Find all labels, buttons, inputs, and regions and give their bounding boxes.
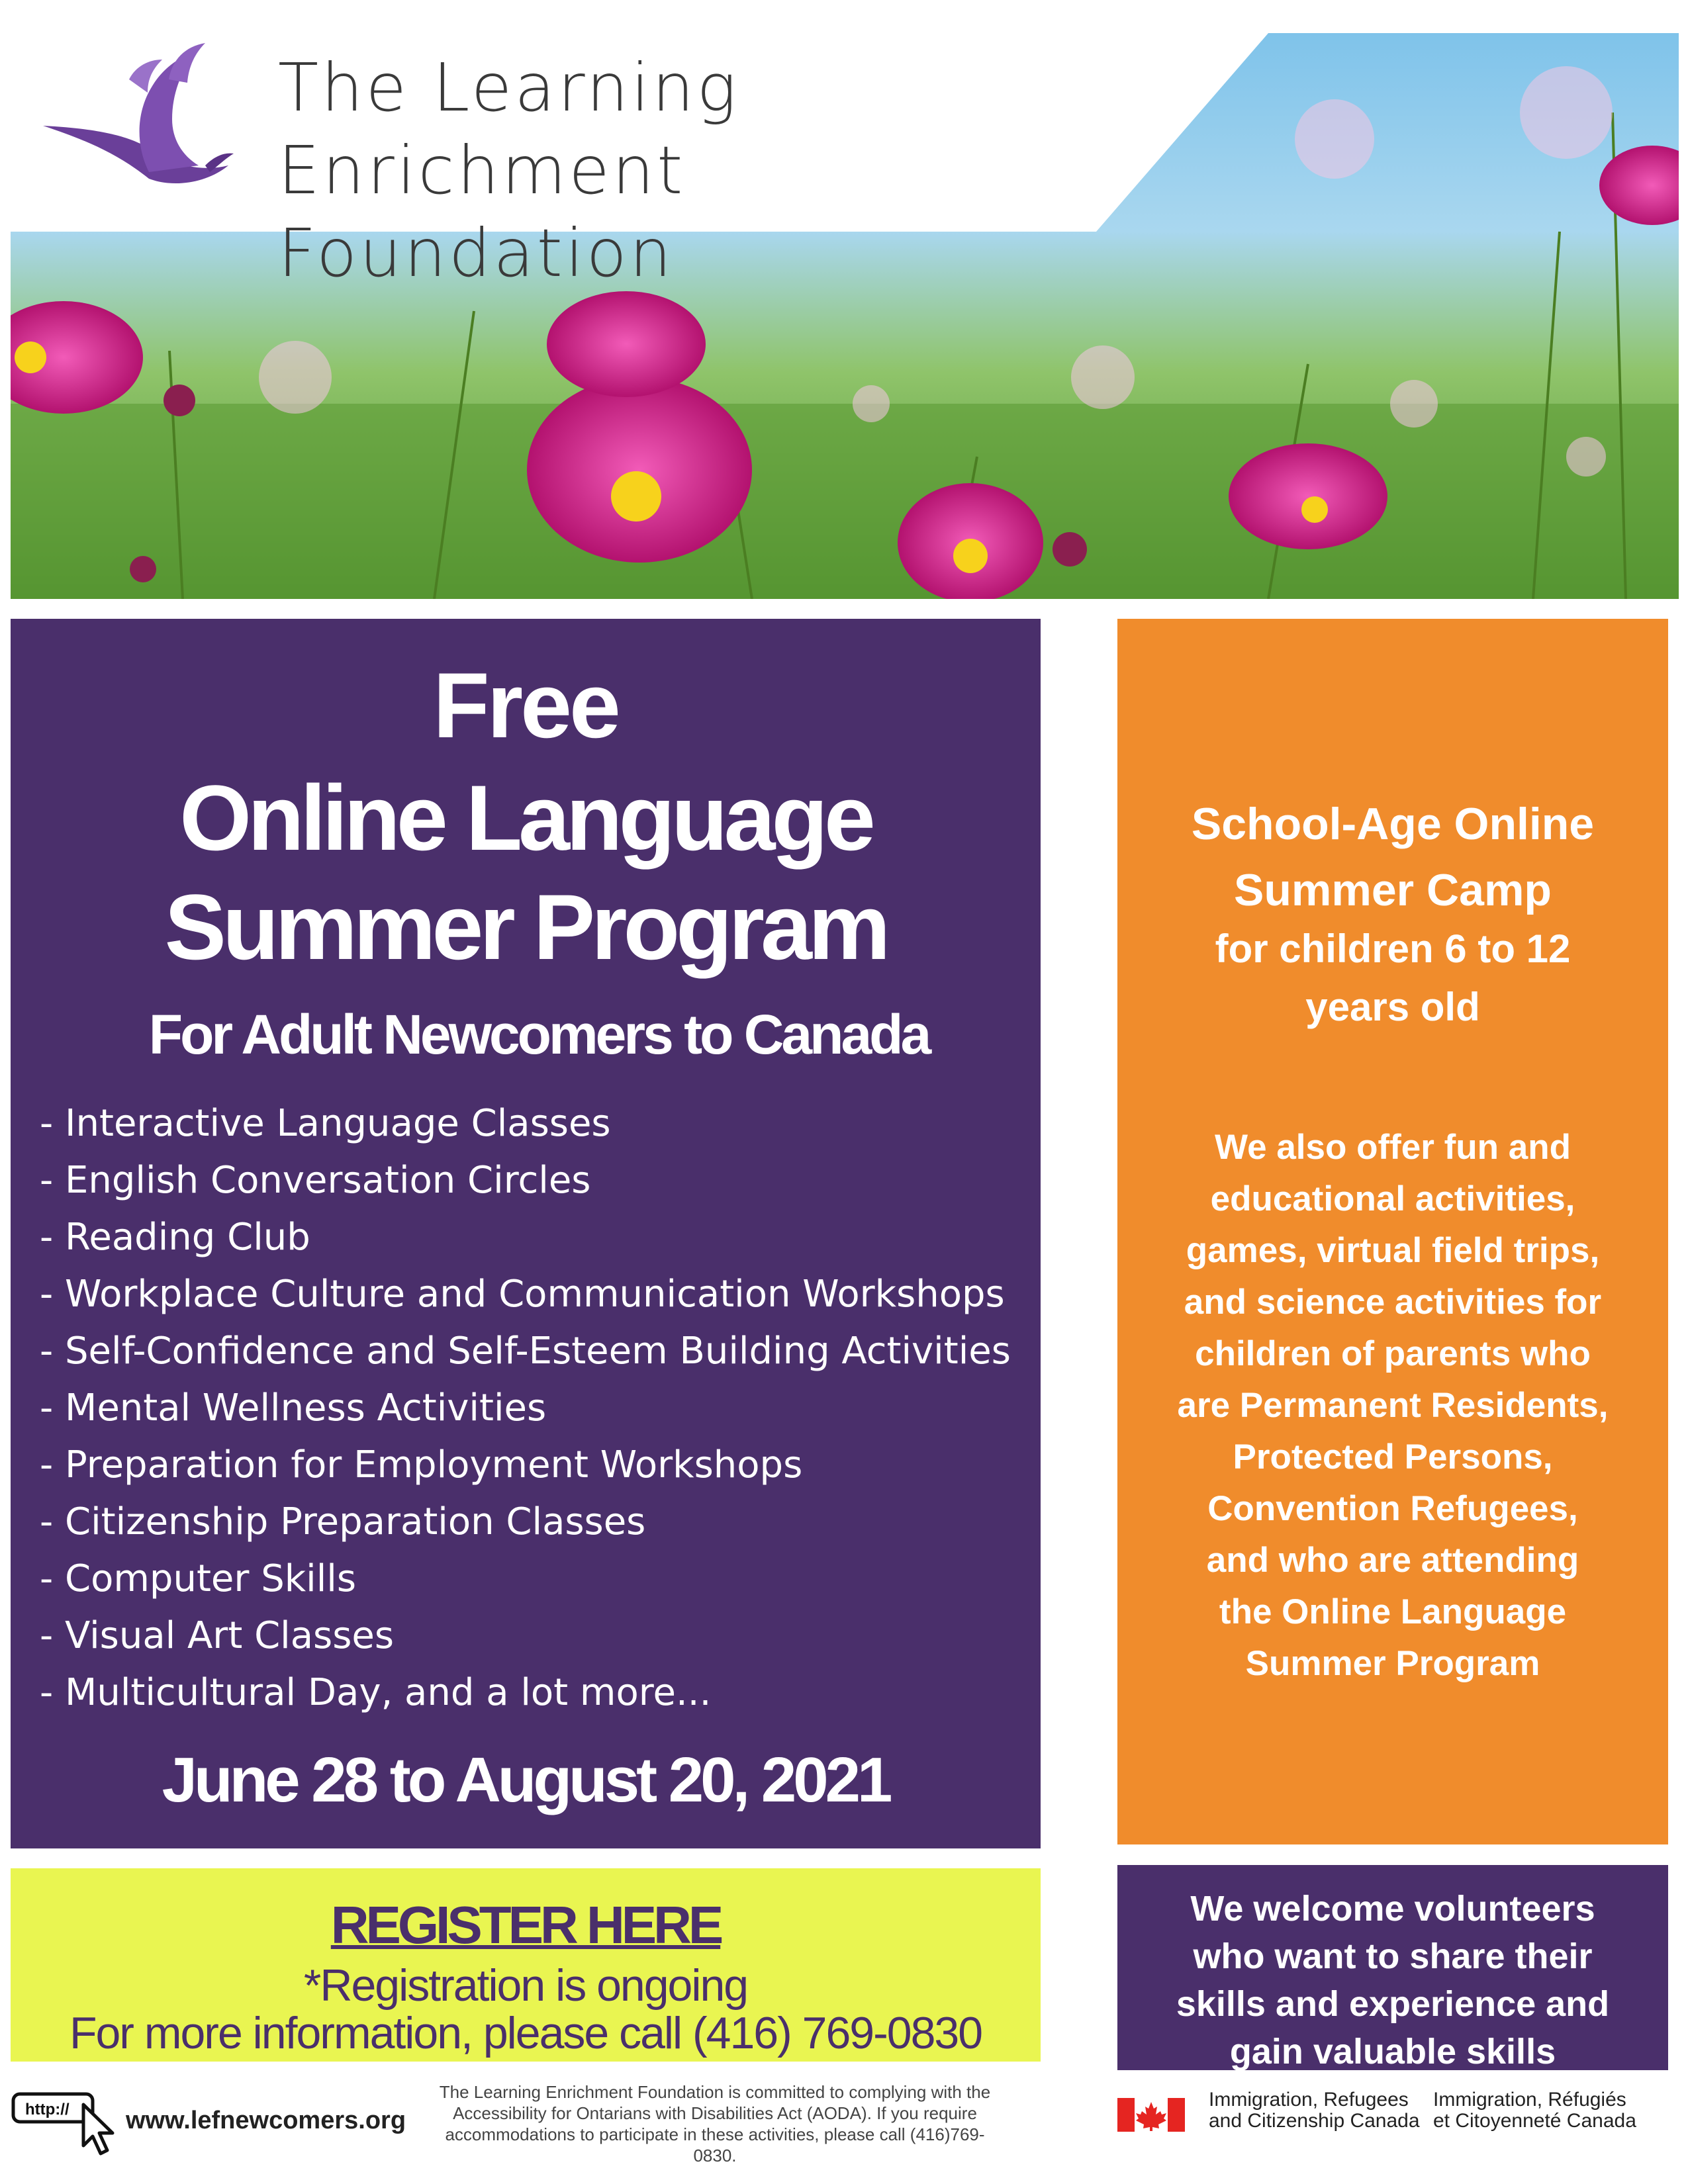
aoda-line: The Learning Enrichment Foundation is committed to complying with the (439, 2082, 991, 2102)
org-title-line2: Foundation (278, 214, 675, 292)
list-item: - Computer Skills (40, 1557, 357, 1600)
camp-desc-line: the Online Language (1219, 1592, 1567, 1631)
ircc-en-line2: and Citizenship Canada (1209, 2110, 1420, 2132)
ircc-french (1433, 2089, 1636, 2132)
program-title-line1: Online Language (179, 766, 872, 870)
program-title-line2: Summer Program (164, 875, 887, 979)
camp-panel (1117, 619, 1668, 1844)
camp-title-line2: Summer Camp (1234, 865, 1552, 915)
list-item: - Workplace Culture and Communication Workshops (40, 1273, 1005, 1316)
ircc-english (1209, 2089, 1420, 2132)
camp-desc-line: Convention Refugees, (1207, 1489, 1578, 1528)
register-panel (11, 1868, 1041, 2062)
list-item: - Mental Wellness Activities (40, 1387, 547, 1430)
program-panel (11, 619, 1041, 1848)
free-heading: Free (433, 653, 618, 757)
camp-desc-line: are Permanent Residents, (1177, 1386, 1609, 1425)
ircc-fr-line2: et Citoyenneté Canada (1433, 2110, 1636, 2132)
camp-ages (1117, 920, 1668, 1036)
volunteers-panel (1117, 1865, 1668, 2070)
list-item: - Self-Confidence and Self-Esteem Building Activities (40, 1330, 1011, 1373)
volunteers-line: gain valuable skills (1229, 2032, 1556, 2071)
volunteers-line: skills and experience and (1176, 1984, 1610, 2024)
camp-description (1144, 1122, 1642, 1690)
web-cursor-icon (11, 2085, 117, 2158)
camp-desc-line: and science activities for (1184, 1283, 1602, 1322)
camp-title-line1: School-Age Online (1191, 799, 1595, 849)
list-item: - Citizenship Preparation Classes (40, 1500, 646, 1543)
aoda-line: accommodations to participate in these activities, please call (416)769-0830. (445, 2124, 985, 2165)
canada-flag-icon (1117, 2098, 1185, 2132)
url-icon-label: http:// (25, 2101, 70, 2118)
volunteers-line: who want to share their (1193, 1936, 1593, 1976)
ircc-fr-line1: Immigration, Réfugiés (1433, 2089, 1626, 2111)
website-link[interactable]: www.lefnewcomers.org (126, 2107, 406, 2134)
volunteers-text (1144, 1885, 1642, 2075)
contact-info: For more information, please call (416) 769-0830 (69, 2008, 982, 2058)
camp-desc-line: Summer Program (1245, 1644, 1540, 1683)
list-item: - Multicultural Day, and a lot more... (40, 1671, 712, 1714)
list-item: - Visual Art Classes (40, 1614, 395, 1657)
list-item: - Interactive Language Classes (40, 1102, 611, 1145)
registration-note: *Registration is ongoing (303, 1960, 748, 2011)
camp-desc-line: and who are attending (1206, 1541, 1579, 1580)
volunteers-line: We welcome volunteers (1190, 1889, 1595, 1929)
camp-desc-line: children of parents who (1195, 1334, 1591, 1373)
camp-ages-line2: years old (1305, 985, 1480, 1029)
swan-logo-icon (36, 40, 235, 192)
org-title-line1: The Learning Enrichment (278, 49, 739, 209)
aoda-statement (424, 2081, 1006, 2166)
list-item: - Reading Club (40, 1216, 310, 1259)
camp-title (1117, 791, 1668, 923)
camp-ages-line1: for children 6 to 12 (1215, 927, 1571, 971)
ircc-en-line1: Immigration, Refugees (1209, 2089, 1409, 2111)
camp-desc-line: We also offer fun and (1215, 1128, 1571, 1167)
program-subtitle: For Adult Newcomers to Canada (148, 1003, 929, 1066)
camp-desc-line: educational activities, (1210, 1179, 1575, 1218)
camp-desc-line: Protected Persons, (1233, 1437, 1553, 1477)
feature-list (40, 1095, 1011, 1721)
aoda-line: Accessibility for Ontarians with Disabilities Act (AODA). If you require (453, 2103, 977, 2123)
register-link[interactable]: REGISTER HERE (330, 1895, 721, 1954)
list-item: - Preparation for Employment Workshops (40, 1443, 803, 1486)
camp-desc-line: games, virtual field trips, (1186, 1231, 1600, 1270)
program-dates: June 28 to August 20, 2021 (162, 1745, 890, 1815)
list-item: - English Conversation Circles (40, 1159, 591, 1202)
org-title (278, 46, 1139, 295)
